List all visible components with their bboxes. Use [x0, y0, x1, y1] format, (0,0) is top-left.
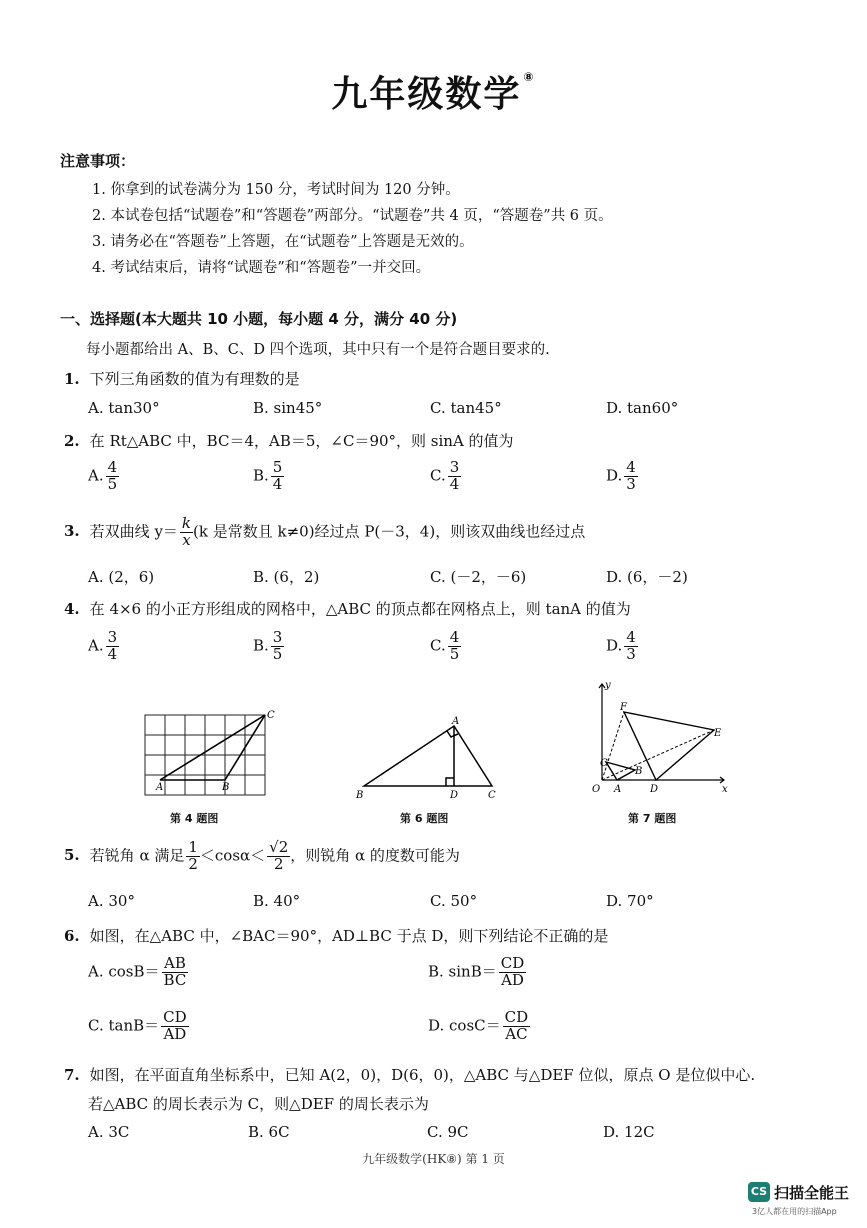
cs-badge-icon: CS: [748, 1182, 770, 1202]
q5-option-d: D. 70°: [606, 892, 654, 910]
question-6: 6. 如图，在△ABC 中，∠BAC＝90°，AD⊥BC 于点 D，则下列结论不正确的是: [64, 927, 609, 945]
scanner-app-logo: [746, 1178, 864, 1223]
app-tagline: 3亿人都在用的扫描App: [752, 1207, 837, 1216]
label-b: B: [356, 790, 364, 801]
q6-option-b: B. sinB＝ $\frac{CD}{AD}$: [428, 954, 525, 989]
q2-option-a: A. $\frac{4}{5}$: [88, 458, 118, 493]
edition-mark: ⑧: [523, 70, 536, 84]
label-x: x: [722, 784, 728, 795]
page-title: 九年级数学 ⑧: [331, 70, 536, 115]
figure-7-caption: 第 7 题图: [628, 812, 677, 825]
label-c: C: [488, 790, 496, 801]
q7-option-c: C. 9C: [427, 1123, 469, 1141]
section-heading: 一、选择题(本大题共 10 小题，每小题 4 分，满分 40 分): [60, 310, 458, 328]
notice-heading: 注意事项：: [60, 152, 136, 170]
question-7-line2: 若△ABC 的周长表示为 C，则△DEF 的周长表示为: [88, 1095, 429, 1113]
q3-option-c: C. (－2，－6): [430, 568, 527, 586]
notice-item: 3. 请务必在“答题卷”上答题，在“试题卷”上答题是无效的。: [92, 234, 474, 250]
label-a: A: [614, 784, 622, 795]
q5-option-b: B. 40°: [253, 892, 301, 910]
q4-option-d: D. $\frac{4}{3}$: [606, 628, 636, 663]
q1-option-a: A. tan30°: [88, 399, 160, 417]
q6-option-a: A. cosB＝ $\frac{AB}{BC}$: [88, 954, 187, 989]
figure-6-caption: 第 6 题图: [400, 812, 449, 825]
q2-option-b: B. $\frac{5}{4}$: [253, 458, 283, 493]
q7-option-b: B. 6C: [248, 1123, 290, 1141]
label-d: D: [450, 790, 459, 801]
page-footer: 九年级数学(HK⑧) 第 1 页: [362, 1152, 505, 1166]
q6-option-c: C. tanB＝ $\frac{CD}{AD}$: [88, 1008, 187, 1043]
q2-option-d: D. $\frac{4}{3}$: [606, 458, 636, 493]
label-d: D: [650, 784, 659, 795]
q2-option-c: C. $\frac{3}{4}$: [430, 458, 460, 493]
figure-4-grid: [130, 700, 290, 810]
notice-item: 4. 考试结束后，请将“试题卷”和“答题卷”一并交回。: [92, 260, 431, 276]
q4-option-b: B. $\frac{3}{5}$: [253, 628, 283, 663]
question-1: 1. 下列三角函数的值为有理数的是: [64, 370, 300, 388]
q5-option-a: A. 30°: [88, 892, 135, 910]
q7-option-d: D. 12C: [603, 1123, 655, 1141]
label-b: B: [635, 766, 643, 777]
q6-option-d: D. cosC＝ $\frac{CD}{AC}$: [428, 1008, 529, 1043]
notice-item: 2. 本试卷包括“试题卷”和“答题卷”两部分。“试题卷”共 4 页，“答题卷”共 6 页。: [92, 208, 613, 224]
figure-6-triangle: [350, 712, 500, 804]
question-7: 7. 如图，在平面直角坐标系中，已知 A(2，0)，D(6，0)，△ABC 与△DEF 位似，原点 O 是位似中心.: [64, 1066, 756, 1084]
q3-option-a: A. (2，6): [88, 568, 155, 586]
label-o: O: [592, 784, 601, 795]
question-4: 4. 在 4×6 的小正方形组成的网格中，△ABC 的顶点都在网格点上，则 tanA 的值为: [64, 600, 631, 618]
q1-option-d: D. tan60°: [606, 399, 679, 417]
label-a: A: [452, 716, 460, 727]
label-a: A: [156, 782, 164, 793]
q1-option-c: C. tan45°: [430, 399, 502, 417]
label-f: F: [620, 702, 627, 713]
question-2: 2. 在 Rt△ABC 中，BC＝4，AB＝5，∠C＝90°，则 sinA 的值为: [64, 432, 514, 450]
q5-option-c: C. 50°: [430, 892, 478, 910]
label-c: C: [267, 710, 275, 721]
app-name: 扫描全能王: [774, 1184, 850, 1202]
question-3: 3. 若双曲线 y＝ $\frac{k}{x}$ (k 是常数且 k≠0)经过点 P(－3，4)，则该双曲线也经过点: [64, 514, 586, 549]
q1-option-b: B. sin45°: [253, 399, 323, 417]
q3-option-b: B. (6，2): [253, 568, 320, 586]
figure-7-coordinate: [584, 676, 734, 801]
q4-option-c: C. $\frac{4}{5}$: [430, 628, 460, 663]
label-c: C: [600, 758, 608, 769]
label-y: y: [605, 680, 611, 691]
question-5: 5. 若锐角 α 满足 $\frac{1}{2}$ ＜cosα＜ $\frac{√2}{2}$ ，则锐角 α 的度数可能为: [64, 838, 460, 873]
figure-4-caption: 第 4 题图: [170, 812, 219, 825]
q3-option-d: D. (6，－2): [606, 568, 688, 586]
label-b: B: [222, 782, 230, 793]
notice-item: 1. 你拿到的试卷满分为 150 分，考试时间为 120 分钟。: [92, 182, 460, 198]
q7-option-a: A. 3C: [88, 1123, 130, 1141]
section-note: 每小题都给出 A、B、C、D 四个选项，其中只有一个是符合题目要求的.: [86, 342, 550, 358]
q4-option-a: A. $\frac{3}{4}$: [88, 628, 118, 663]
label-e: E: [714, 728, 722, 739]
